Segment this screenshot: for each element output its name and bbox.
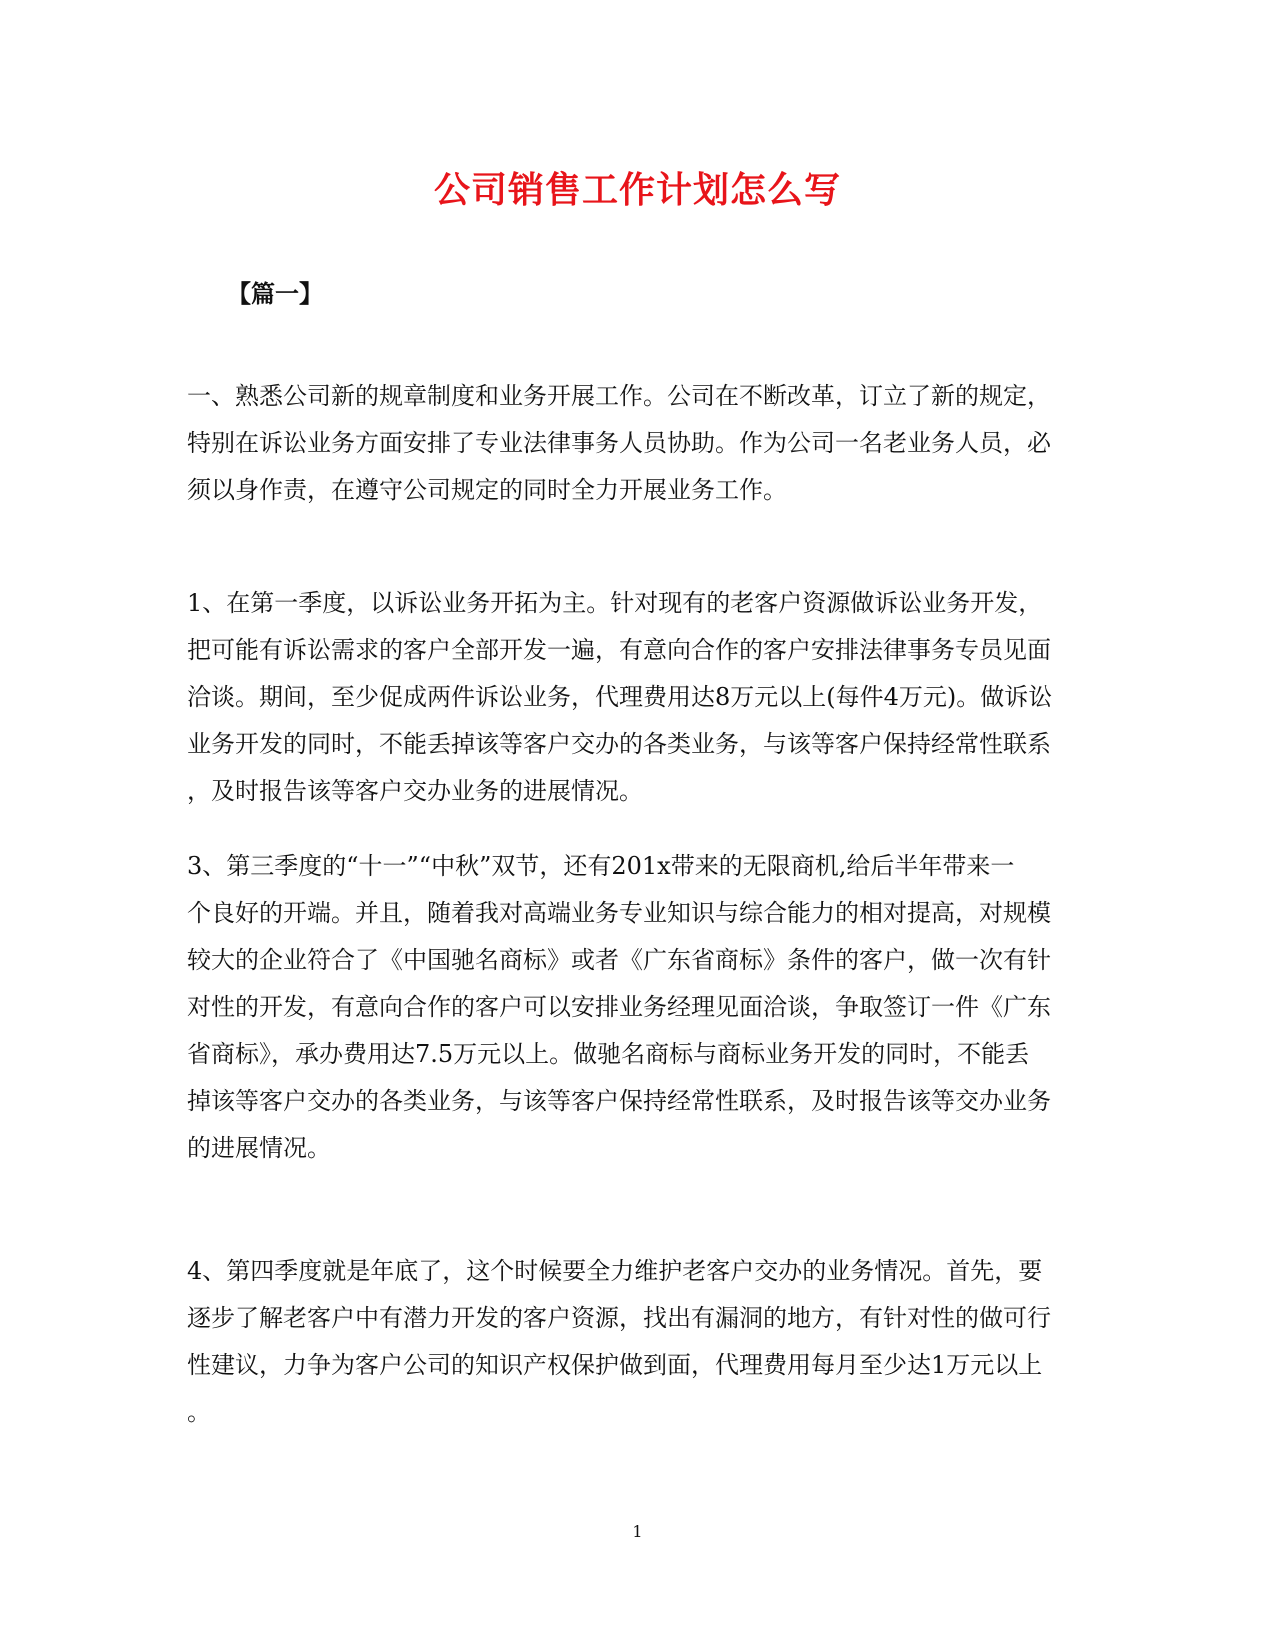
paragraph-line: 逐步了解老客户中有潜力开发的客户资源，找出有漏洞的地方，有针对性的做可行 [187,1304,1051,1332]
paragraph-line: 4、第四季度就是年底了，这个时候要全力维护老客户交办的业务情况。首先，要 [187,1257,1043,1285]
paragraph-line: 1、在第一季度，以诉讼业务开拓为主。针对现有的老客户资源做诉讼业务开发， [187,589,1043,617]
paragraph-4 [187,1248,1087,1436]
paragraph-line: 。 [187,1398,211,1426]
paragraph-3 [187,843,1087,1172]
paragraph-line: 一、熟悉公司新的规章制度和业务开展工作。公司在不断改革，订立了新的规定， [187,382,1051,410]
paragraph-line: 省商标》，承办费用达7.5万元以上。做驰名商标与商标业务开发的同时，不能丢 [187,1040,1030,1068]
paragraph-line: 对性的开发，有意向合作的客户可以安排业务经理见面洽谈，争取签订一件《广东 [187,993,1051,1021]
paragraph-2 [187,580,1087,815]
paragraph-1 [187,373,1087,514]
paragraph-line: 把可能有诉讼需求的客户全部开发一遍，有意向合作的客户安排法律事务专员见面 [187,636,1051,664]
paragraph-line: 须以身作责，在遵守公司规定的同时全力开展业务工作。 [187,476,787,504]
paragraph-line: 较大的企业符合了《中国驰名商标》或者《广东省商标》条件的客户，做一次有针 [187,946,1051,974]
paragraph-line: 3、第三季度的“十一”“中秋”双节，还有201x带来的无限商机,给后半年带来一 [187,852,1015,880]
document-title: 公司销售工作计划怎么写 [433,169,841,211]
section-label: 【篇一】 [227,279,323,308]
paragraph-line: 性建议，力争为客户公司的知识产权保护做到面，代理费用每月至少达1万元以上 [187,1351,1043,1379]
paragraph-line: 洽谈。期间，至少促成两件诉讼业务，代理费用达8万元以上(每件4万元)。做诉讼 [187,683,1053,711]
paragraph-line: 业务开发的同时，不能丢掉该等客户交办的各类业务，与该等客户保持经常性联系 [187,730,1051,758]
page-number: 1 [632,1522,643,1541]
paragraph-line: 个良好的开端。并且，随着我对高端业务专业知识与综合能力的相对提高，对规模 [187,899,1051,927]
paragraph-line: 特别在诉讼业务方面安排了专业法律事务人员协助。作为公司一名老业务人员，必 [187,429,1051,457]
paragraph-line: ，及时报告该等客户交办业务的进展情况。 [187,777,643,805]
paragraph-line: 的进展情况。 [187,1134,331,1162]
paragraph-line: 掉该等客户交办的各类业务，与该等客户保持经常性联系，及时报告该等交办业务 [187,1087,1051,1115]
